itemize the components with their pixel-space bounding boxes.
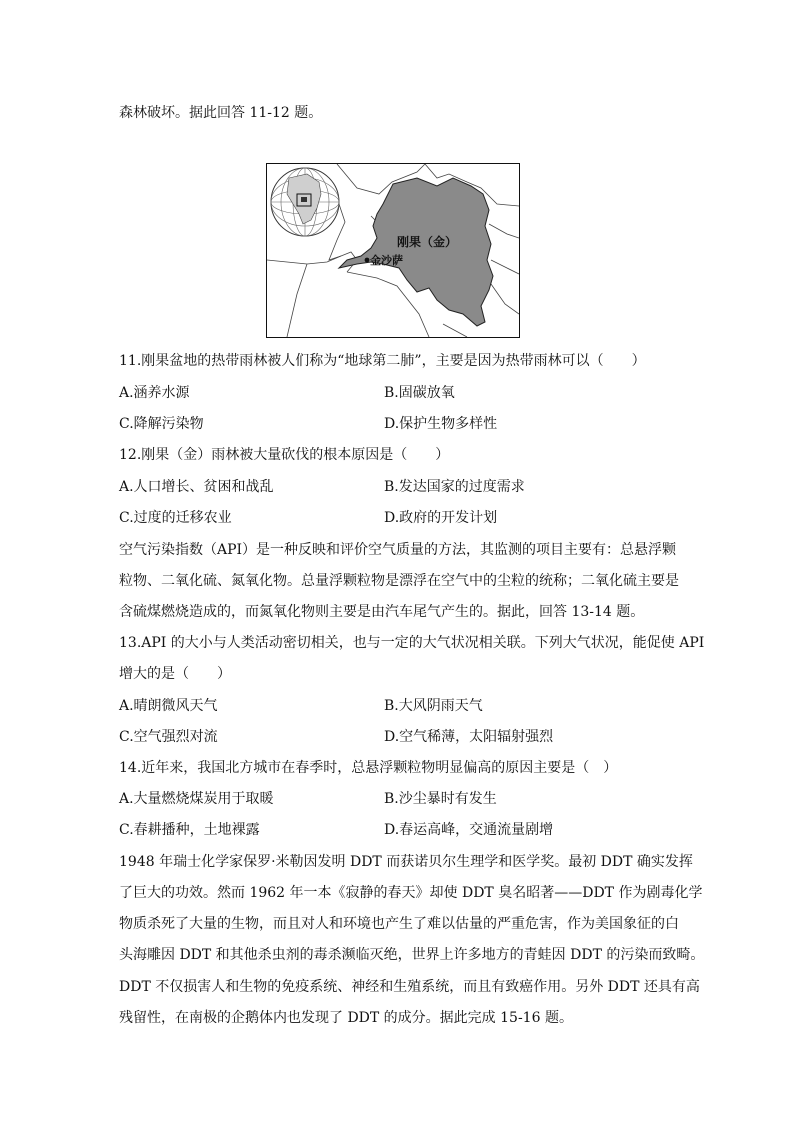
q11-option-c: C.降解污染物 xyxy=(119,416,204,432)
passage2-line-2: 粒物、二氧化硫、氮氧化物。总量浮颗粒物是漂浮在空气中的尘粒的统称；二氧化硫主要是 xyxy=(119,573,679,589)
passage3-line-6: 残留性，在南极的企鹅体内也发现了 DDT 的成分。据此完成 15-16 题。 xyxy=(119,1010,573,1026)
q14-option-b: B.沙尘暴时有发生 xyxy=(384,791,497,807)
intro-tail: 森林破坏。据此回答 11-12 题。 xyxy=(119,105,323,121)
passage3-line-4: 头海雕因 DDT 和其他杀虫剂的毒杀濒临灭绝，世界上许多地方的青蛙因 DDT 的污染而致畸。 xyxy=(119,947,705,963)
question-14-stem: 14.近年来，我国北方城市在春季时，总悬浮颗粒物明显偏高的原因主要是（ ） xyxy=(119,760,618,776)
question-13-stem-line-2: 增大的是（ ） xyxy=(119,666,231,682)
kinshasa-dot xyxy=(365,258,370,263)
passage2-line-1: 空气污染指数（API）是一种反映和评价空气质量的方法，其监测的项目主要有：总悬浮颗 xyxy=(119,542,677,558)
q11-option-b: B.固碳放氧 xyxy=(384,385,455,401)
q13-option-c: C.空气强烈对流 xyxy=(119,729,218,745)
globe-inset-icon xyxy=(271,168,339,236)
question-11-stem: 11.刚果盆地的热带雨林被人们称为“地球第二肺”，主要是因为热带雨林可以（ ） xyxy=(119,353,646,369)
q12-option-b: B.发达国家的过度需求 xyxy=(384,479,525,495)
passage3-line-3: 物质杀死了大量的生物，而且对人和环境也产生了难以估量的严重危害，作为美国象征的白 xyxy=(119,916,679,932)
passage3-line-1: 1948 年瑞士化学家保罗·米勒因发明 DDT 而获诺贝尔生理学和医学奖。最初 DDT 确实发挥 xyxy=(119,854,693,870)
q11-option-d: D.保护生物多样性 xyxy=(384,416,498,432)
q13-option-d: D.空气稀薄，太阳辐射强烈 xyxy=(384,729,554,745)
q12-option-c: C.过度的迁移农业 xyxy=(119,510,232,526)
q12-option-a: A.人口增长、贫困和战乱 xyxy=(119,479,274,495)
capital-label: 金沙萨 xyxy=(370,254,403,267)
q13-option-b: B.大风阴雨天气 xyxy=(384,698,483,714)
question-13-stem-line-1: 13.API 的大小与人类活动密切相关，也与一定的大气状况相关联。下列大气状况，能促使 API xyxy=(119,635,705,651)
question-12-stem: 12.刚果（金）雨林被大量砍伐的根本原因是（ ） xyxy=(119,447,450,463)
congo-map-svg xyxy=(267,164,519,337)
passage3-line-5: DDT 不仅损害人和生物的免疫系统、神经和生殖系统，而且有致癌作用。另外 DDT 还具有高 xyxy=(119,979,700,995)
q11-option-a: A.涵养水源 xyxy=(119,385,190,401)
congo-map xyxy=(266,163,520,338)
congo-country-shape xyxy=(339,178,493,326)
q14-option-c: C.春耕播种，土地裸露 xyxy=(119,822,260,838)
q14-option-d: D.春运高峰，交通流量剧增 xyxy=(384,822,554,838)
q13-option-a: A.晴朗微风天气 xyxy=(119,698,218,714)
q12-option-d: D.政府的开发计划 xyxy=(384,510,498,526)
q14-option-a: A.大量燃烧煤炭用于取暖 xyxy=(119,791,274,807)
passage2-line-3: 含硫煤燃烧造成的，而氮氧化物则主要是由汽车尾气产生的。据此，回答 13-14 题。 xyxy=(119,604,645,620)
passage3-line-2: 了巨大的功效。然而 1962 年一本《寂静的春天》却使 DDT 臭名昭著——DDT 作为剧毒化学 xyxy=(119,885,703,901)
country-label: 刚果（金） xyxy=(397,235,458,249)
